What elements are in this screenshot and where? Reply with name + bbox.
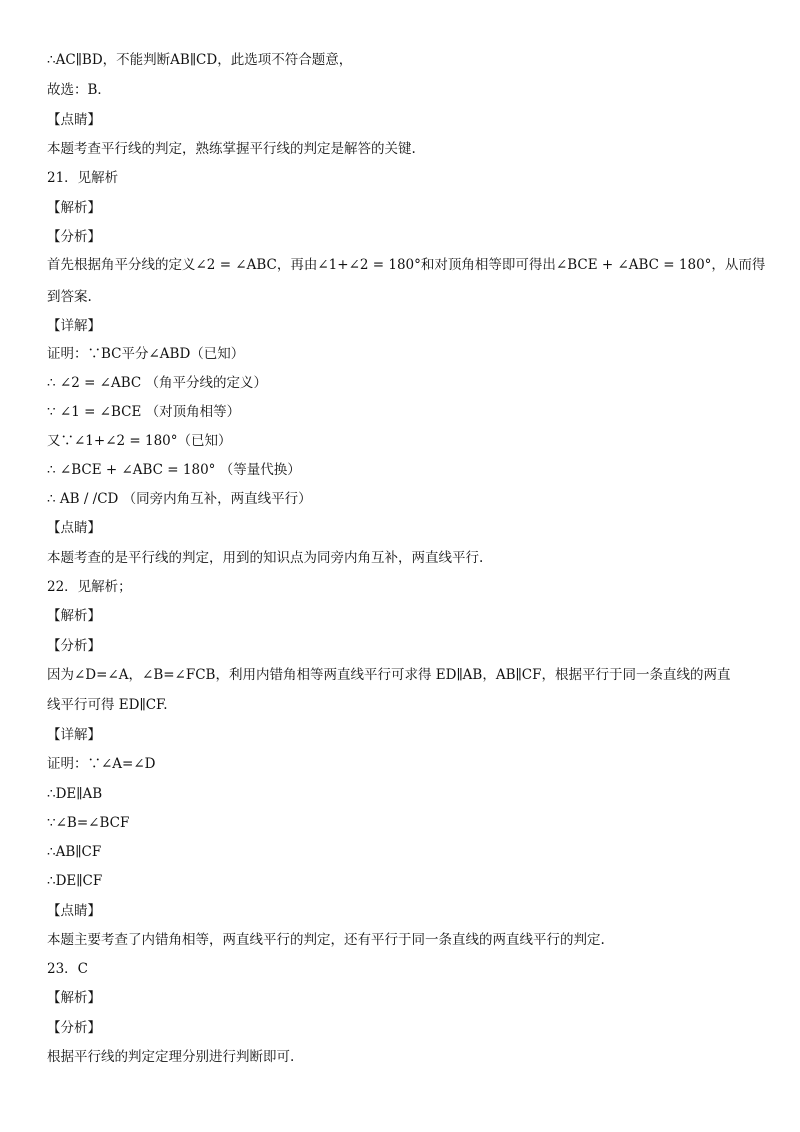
section-heading: 【解析】 — [47, 990, 101, 1006]
text-line: 本题考查平行线的判定，熟练掌握平行线的判定是解答的关键. — [47, 141, 416, 157]
text-line: 首先根据角平分线的定义∠2 = ∠ABC，再由∠1+∠2 = 180°和对顶角相等即可得出∠BCE + ∠ABC = 180°，从而得 — [47, 257, 766, 273]
proof-line: ∴ ∠2 = ∠ABC （角平分线的定义） — [47, 375, 268, 391]
question-number: 21．见解析 — [47, 170, 119, 186]
section-heading: 【点睛】 — [47, 520, 101, 536]
section-heading: 【分析】 — [47, 1020, 101, 1036]
question-number: 23．C — [47, 961, 89, 977]
text-line: 本题考查的是平行线的判定，用到的知识点为同旁内角互补，两直线平行. — [47, 550, 484, 566]
section-heading: 【解析】 — [47, 200, 101, 216]
proof-line: ∴DE∥AB — [47, 786, 103, 802]
text-line: 根据平行线的判定定理分别进行判断即可. — [47, 1049, 295, 1065]
proof-line: 又∵∠1+∠2 = 180°（已知） — [47, 433, 232, 449]
proof-line: ∵∠B=∠BCF — [47, 815, 130, 831]
section-heading: 【解析】 — [47, 608, 101, 624]
proof-line: 证明：∵BC平分∠ABD（已知） — [47, 346, 245, 362]
proof-line: ∵ ∠1 = ∠BCE （对顶角相等） — [47, 404, 241, 420]
proof-line: 证明：∵∠A=∠D — [47, 756, 156, 772]
section-heading: 【详解】 — [47, 727, 101, 743]
section-heading: 【分析】 — [47, 638, 101, 654]
text-line: ∴AC∥BD，不能判断AB∥CD，此选项不符合题意， — [47, 52, 353, 68]
proof-line: ∴DE∥CF — [47, 873, 103, 889]
proof-line: ∴AB∥CF — [47, 844, 102, 860]
proof-line: ∴ AB / /CD （同旁内角互补，两直线平行） — [47, 491, 312, 507]
text-line: 线平行可得 ED∥CF. — [47, 697, 168, 713]
proof-line: ∴ ∠BCE + ∠ABC = 180° （等量代换） — [47, 462, 301, 478]
section-heading: 【点睛】 — [47, 903, 101, 919]
question-number: 22．见解析； — [47, 579, 132, 595]
text-line: 故选：B． — [47, 82, 111, 98]
section-heading: 【分析】 — [47, 229, 101, 245]
text-line: 到答案. — [47, 289, 92, 305]
section-heading: 【点睛】 — [47, 112, 101, 128]
text-line: 本题主要考查了内错角相等，两直线平行的判定，还有平行于同一条直线的两直线平行的判定. — [47, 932, 605, 948]
text-line: 因为∠D=∠A，∠B=∠FCB，利用内错角相等两直线平行可求得 ED∥AB，AB∥CF，根据平行于同一条直线的两直 — [47, 667, 731, 683]
section-heading: 【详解】 — [47, 318, 101, 334]
